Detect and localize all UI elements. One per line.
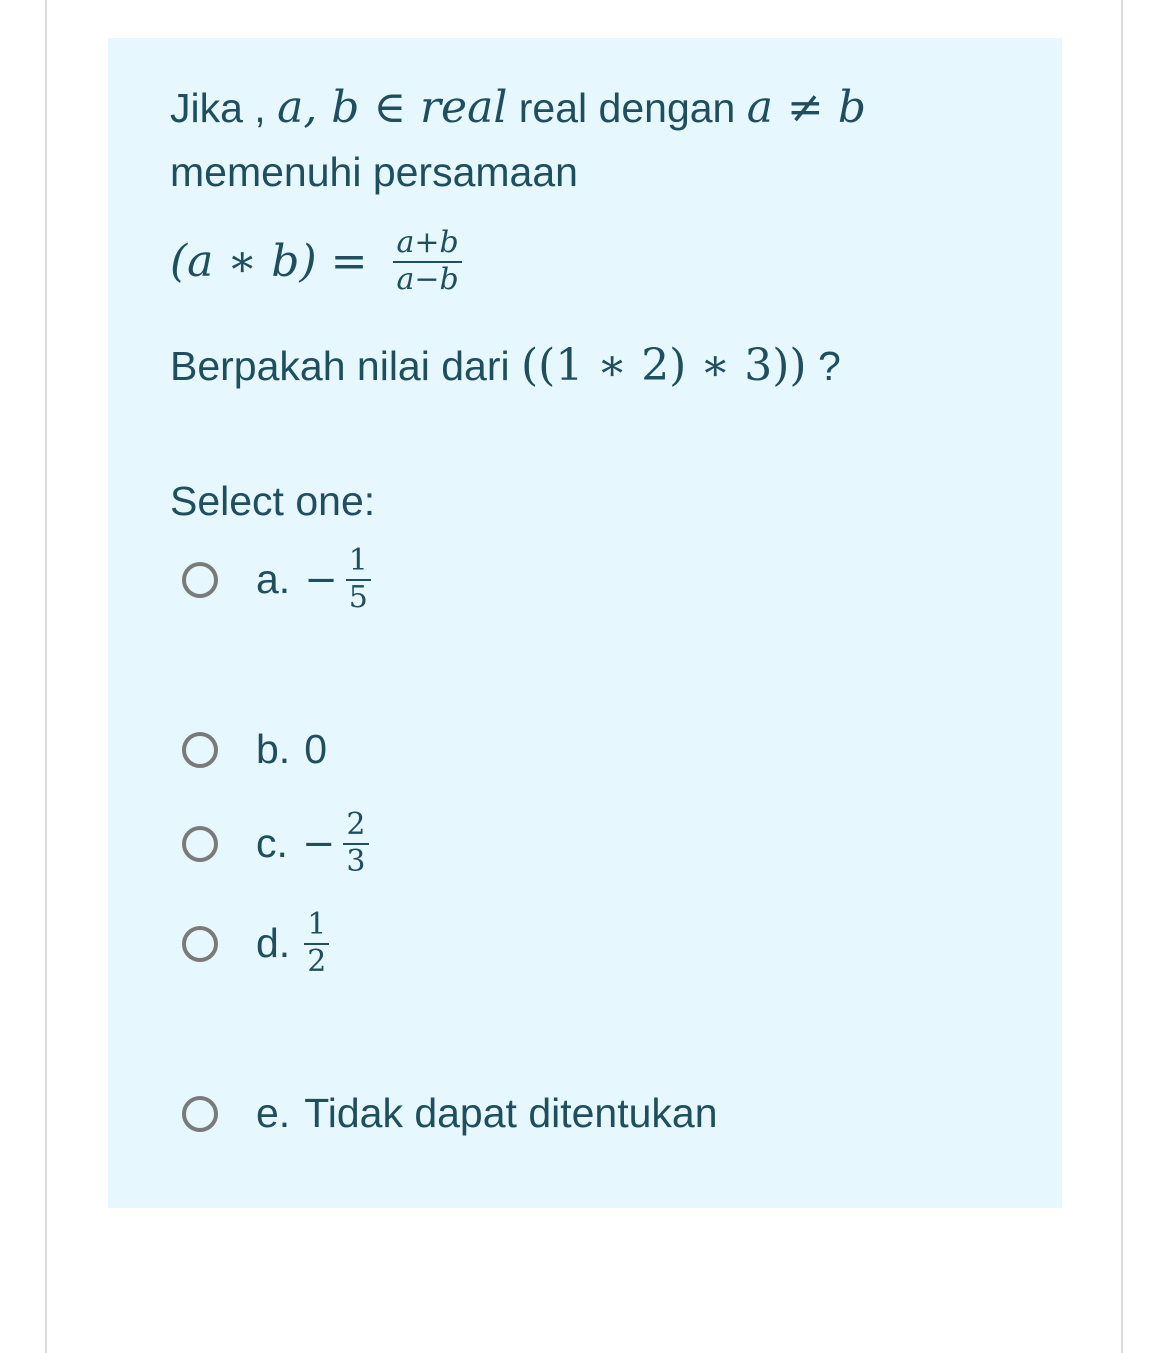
fraction-numerator: 1 [348, 543, 368, 578]
fraction-denominator: 3 [346, 843, 366, 879]
option-letter: b. [256, 726, 291, 772]
option-b[interactable] [182, 726, 327, 773]
option-text: 0 [304, 726, 328, 772]
option-text: Tidak dapat ditentukan [304, 1090, 718, 1136]
question-prompt: Berpakah nilai dari [170, 343, 521, 389]
question-text-prefix: Jika , [170, 85, 278, 131]
radio-circle-icon[interactable] [182, 562, 218, 598]
radio-circle-icon[interactable] [182, 826, 218, 862]
select-one-label: Select one: [170, 478, 376, 524]
equation-lhs: (a ∗ b) = [170, 235, 368, 287]
radio-circle-icon[interactable] [182, 926, 218, 962]
radio-circle-icon[interactable] [182, 1096, 218, 1132]
right-frame-border [1121, 0, 1123, 1353]
math-not-equal-expression: a ≠ b [746, 82, 866, 133]
math-set-expression: a, b ∈ real [277, 82, 508, 133]
fraction-denominator: 5 [348, 579, 368, 615]
option-letter: a. [256, 556, 291, 602]
option-c[interactable] [182, 808, 369, 879]
equation-denominator: a−b [396, 261, 459, 297]
negative-sign: − [304, 556, 338, 603]
option-a[interactable] [182, 544, 371, 615]
option-fraction [343, 808, 368, 879]
question-card [108, 38, 1062, 1208]
question-line-2: memenuhi persamaan [170, 149, 578, 195]
equation-numerator: a+b [396, 225, 459, 260]
option-letter: d. [256, 920, 291, 966]
option-fraction [304, 908, 329, 979]
option-letter: e. [256, 1090, 291, 1136]
question-mark: ? [806, 343, 841, 389]
equation [170, 226, 462, 297]
radio-circle-icon[interactable] [182, 732, 218, 768]
question-text-mid: real dengan [507, 85, 747, 131]
left-frame-border [45, 0, 47, 1353]
option-letter: c. [256, 820, 288, 866]
equation-fraction [393, 226, 461, 297]
negative-sign: − [301, 820, 336, 867]
fraction-numerator: 1 [307, 907, 327, 942]
question-line-1 [170, 82, 866, 133]
fraction-denominator: 2 [307, 943, 327, 979]
option-fraction [346, 544, 371, 615]
option-e[interactable] [182, 1090, 718, 1137]
math-compound-expression: ((1 ∗ 2) ∗ 3)) [520, 340, 807, 391]
option-d[interactable] [182, 908, 329, 979]
fraction-numerator: 2 [346, 807, 366, 842]
question-line-4 [170, 340, 841, 391]
